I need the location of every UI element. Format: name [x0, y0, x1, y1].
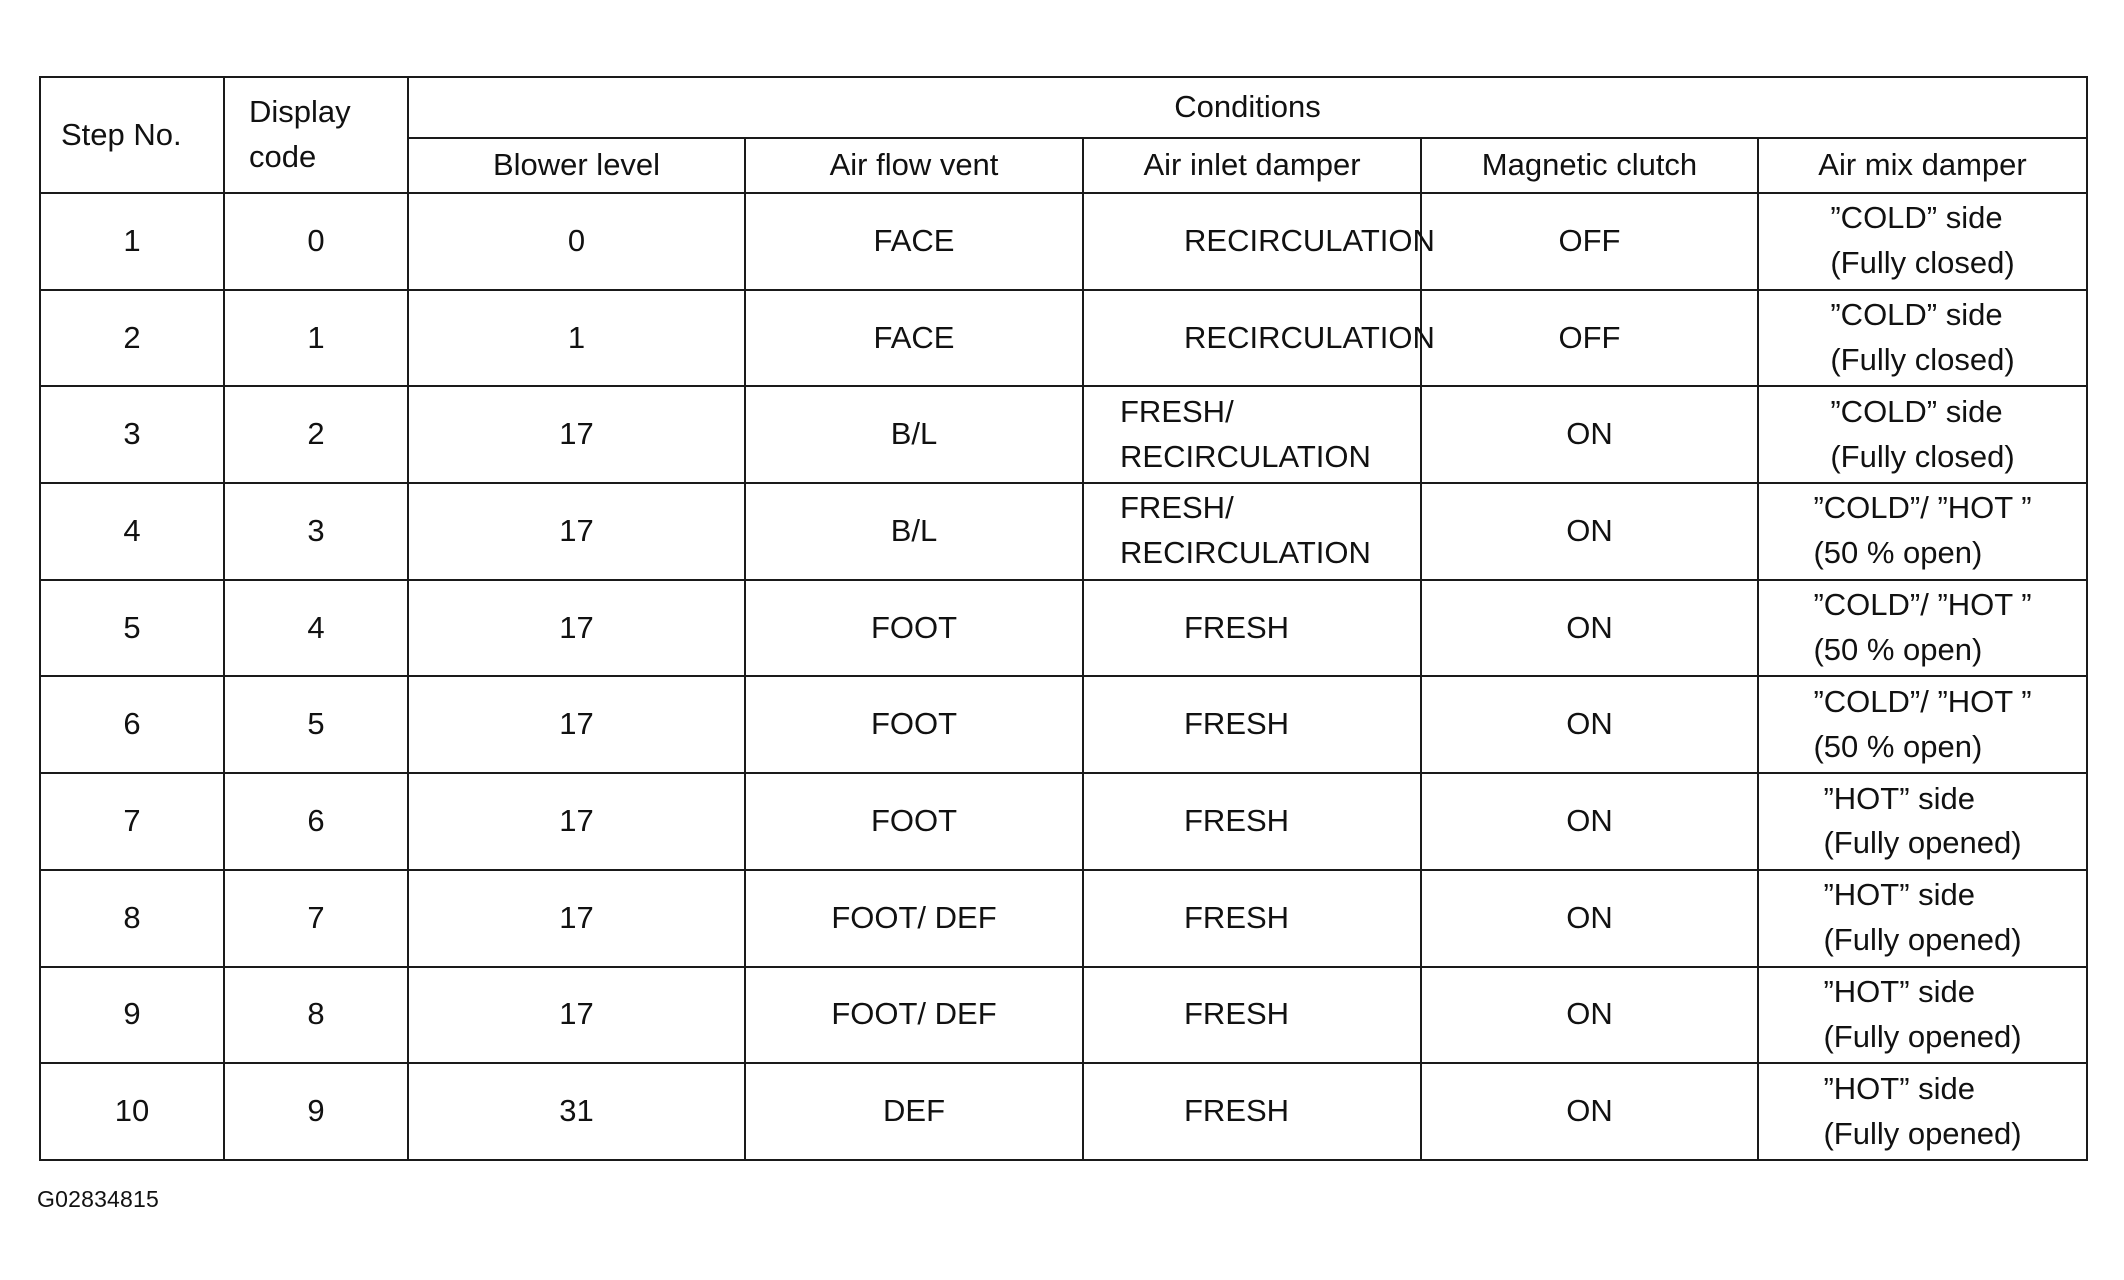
- cell-air-flow-vent: FACE: [745, 193, 1083, 290]
- cell-display-code: 6: [224, 773, 408, 870]
- table-body: [40, 193, 2087, 1160]
- cell-air-inlet-damper: [1083, 483, 1421, 580]
- cell-air-mix-damper: [1758, 483, 2087, 580]
- inlet-line: RECIRCULATION: [1120, 535, 1371, 571]
- cell-step-no: 2: [40, 290, 224, 387]
- table-row: [40, 773, 2087, 870]
- inlet-line: FRESH: [1184, 706, 1290, 742]
- cell-display-code: 8: [224, 967, 408, 1064]
- inlet-line: FRESH: [1184, 609, 1290, 645]
- cell-air-inlet-damper: [1083, 967, 1421, 1064]
- cell-air-mix-damper: [1758, 967, 2087, 1064]
- mix-line: ”COLD”/ ”HOT ”: [1813, 683, 2032, 719]
- cell-display-code: 4: [224, 580, 408, 677]
- table-row: [40, 1063, 2087, 1160]
- header-air-inlet-damper: Air inlet damper: [1083, 138, 1421, 193]
- cell-air-flow-vent: FOOT: [745, 676, 1083, 773]
- cell-blower-level: 17: [408, 773, 745, 870]
- header-magnetic-clutch: Magnetic clutch: [1421, 138, 1758, 193]
- header-display-code: [224, 77, 408, 193]
- table-row: [40, 870, 2087, 967]
- cell-blower-level: 0: [408, 193, 745, 290]
- cell-air-inlet-damper: [1083, 676, 1421, 773]
- cell-air-inlet-damper: [1083, 870, 1421, 967]
- cell-step-no: 4: [40, 483, 224, 580]
- cell-air-mix-damper: [1758, 1063, 2087, 1160]
- cell-step-no: 3: [40, 386, 224, 483]
- mix-line: ”HOT” side: [1823, 973, 1976, 1009]
- inlet-line: FRESH: [1184, 899, 1290, 935]
- cell-magnetic-clutch: ON: [1421, 967, 1758, 1064]
- mix-line: (Fully closed): [1830, 438, 2015, 474]
- cell-air-mix-damper: [1758, 870, 2087, 967]
- cell-air-flow-vent: FOOT/ DEF: [745, 967, 1083, 1064]
- cell-blower-level: 17: [408, 676, 745, 773]
- mix-line: ”COLD”/ ”HOT ”: [1813, 587, 2032, 623]
- cell-air-flow-vent: B/L: [745, 483, 1083, 580]
- cell-magnetic-clutch: ON: [1421, 386, 1758, 483]
- header-conditions: Conditions: [408, 77, 2087, 138]
- mix-line: (Fully closed): [1830, 245, 2015, 281]
- cell-display-code: 9: [224, 1063, 408, 1160]
- cell-air-mix-damper: [1758, 773, 2087, 870]
- cell-display-code: 0: [224, 193, 408, 290]
- cell-magnetic-clutch: ON: [1421, 870, 1758, 967]
- cell-magnetic-clutch: ON: [1421, 483, 1758, 580]
- table-row: [40, 967, 2087, 1064]
- cell-display-code: 3: [224, 483, 408, 580]
- table-row: [40, 386, 2087, 483]
- header-display-code-line1: Display: [249, 94, 351, 130]
- table-row: [40, 290, 2087, 387]
- mix-line: (Fully opened): [1823, 1115, 2022, 1151]
- cell-blower-level: 17: [408, 386, 745, 483]
- mix-line: ”HOT” side: [1823, 780, 1976, 816]
- header-blower-level: Blower level: [408, 138, 745, 193]
- cell-step-no: 10: [40, 1063, 224, 1160]
- mix-line: (50 % open): [1813, 728, 1983, 764]
- header-step-no: Step No.: [40, 77, 224, 193]
- table-row: [40, 676, 2087, 773]
- mix-line: ”COLD” side: [1830, 393, 2003, 429]
- cell-magnetic-clutch: OFF: [1421, 193, 1758, 290]
- cell-blower-level: 17: [408, 967, 745, 1064]
- cell-air-inlet-damper: [1083, 580, 1421, 677]
- table-row: [40, 193, 2087, 290]
- inlet-line: FRESH: [1184, 996, 1290, 1032]
- cell-air-mix-damper: [1758, 193, 2087, 290]
- mix-line: ”HOT” side: [1823, 877, 1976, 913]
- cell-step-no: 6: [40, 676, 224, 773]
- cell-step-no: 5: [40, 580, 224, 677]
- cell-magnetic-clutch: ON: [1421, 580, 1758, 677]
- mix-line: ”HOT” side: [1823, 1070, 1976, 1106]
- mix-line: ”COLD” side: [1830, 200, 2003, 236]
- cell-blower-level: 1: [408, 290, 745, 387]
- cell-magnetic-clutch: ON: [1421, 676, 1758, 773]
- cell-display-code: 7: [224, 870, 408, 967]
- inlet-line: FRESH/: [1120, 393, 1234, 429]
- table-header: [40, 77, 2087, 193]
- mix-line: (50 % open): [1813, 535, 1983, 571]
- mix-line: (Fully opened): [1823, 825, 2022, 861]
- cell-display-code: 2: [224, 386, 408, 483]
- cell-air-flow-vent: DEF: [745, 1063, 1083, 1160]
- cell-step-no: 7: [40, 773, 224, 870]
- inlet-line: RECIRCULATION: [1120, 438, 1371, 474]
- cell-air-mix-damper: [1758, 386, 2087, 483]
- table-row: [40, 483, 2087, 580]
- inlet-line: RECIRCULATION: [1184, 319, 1435, 355]
- mix-line: (Fully opened): [1823, 922, 2022, 958]
- mix-line: ”COLD” side: [1830, 297, 2003, 333]
- cell-air-flow-vent: FOOT: [745, 580, 1083, 677]
- inlet-line: FRESH: [1184, 803, 1290, 838]
- cell-step-no: 9: [40, 967, 224, 1064]
- cell-blower-level: 31: [408, 1063, 745, 1160]
- mix-line: (Fully opened): [1823, 1018, 2022, 1054]
- cell-blower-level: 17: [408, 580, 745, 677]
- cell-air-inlet-damper: [1083, 193, 1435, 290]
- inlet-line: RECIRCULATION: [1184, 222, 1435, 258]
- cell-magnetic-clutch: ON: [1421, 773, 1758, 870]
- cell-magnetic-clutch: OFF: [1421, 290, 1758, 387]
- cell-magnetic-clutch: ON: [1421, 1063, 1758, 1160]
- cell-air-flow-vent: FOOT/ DEF: [745, 870, 1083, 967]
- cell-step-no: 8: [40, 870, 224, 967]
- cell-air-mix-damper: [1758, 676, 2087, 773]
- cell-air-inlet-damper: [1083, 386, 1421, 483]
- cell-air-inlet-damper: [1083, 290, 1435, 387]
- figure-code: G02834815: [37, 1186, 160, 1212]
- header-display-code-line2: code: [249, 139, 317, 174]
- cell-air-mix-damper: [1758, 290, 2087, 387]
- cell-blower-level: 17: [408, 870, 745, 967]
- cell-air-mix-damper: [1758, 580, 2087, 677]
- cell-display-code: 5: [224, 676, 408, 773]
- table-row: [40, 580, 2087, 677]
- inlet-line: FRESH/: [1120, 490, 1234, 526]
- cell-air-flow-vent: B/L: [745, 386, 1083, 483]
- mix-line: ”COLD”/ ”HOT ”: [1813, 490, 2032, 526]
- header-air-flow-vent: Air flow vent: [745, 138, 1083, 193]
- cell-air-inlet-damper: [1083, 1063, 1421, 1160]
- cell-air-flow-vent: FACE: [745, 290, 1083, 387]
- cell-air-flow-vent: FOOT: [745, 773, 1083, 870]
- cell-air-inlet-damper: [1083, 773, 1421, 870]
- mix-line: (Fully closed): [1830, 342, 2015, 378]
- header-air-mix-damper: Air mix damper: [1758, 138, 2087, 193]
- mix-line: (50 % open): [1813, 632, 1983, 668]
- conditions-table: [39, 76, 2088, 1161]
- cell-display-code: 1: [224, 290, 408, 387]
- inlet-line: FRESH: [1184, 1093, 1290, 1129]
- cell-step-no: 1: [40, 193, 224, 290]
- cell-blower-level: 17: [408, 483, 745, 580]
